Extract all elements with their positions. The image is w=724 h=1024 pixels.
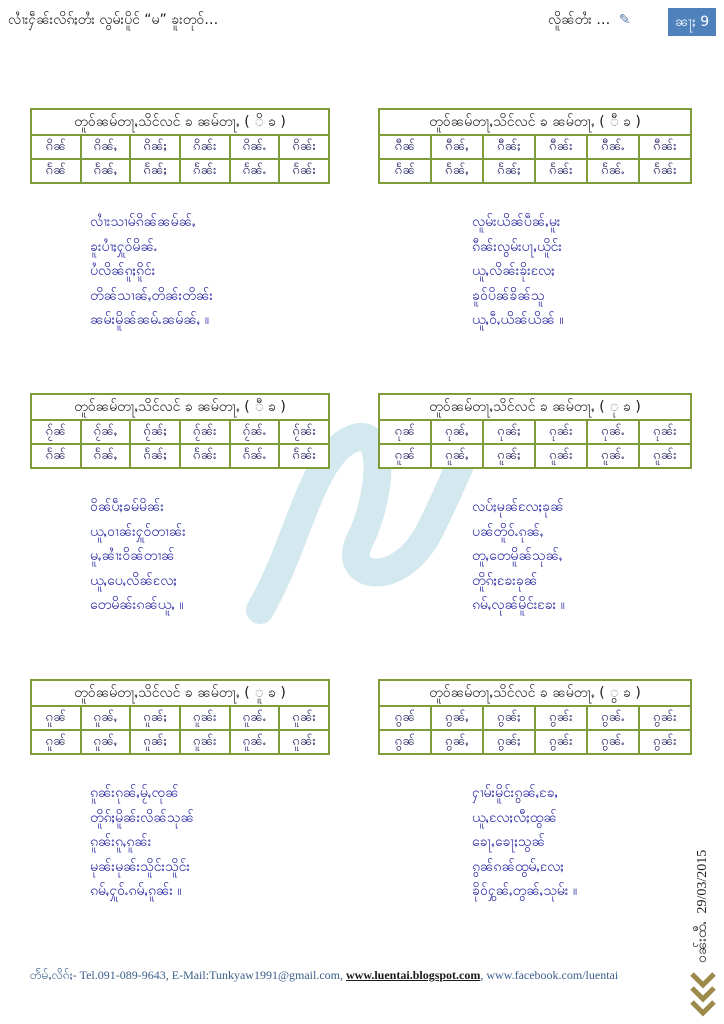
table-cell: ၵုၼ်ႇ bbox=[432, 421, 484, 443]
table-cell: ၵႅၼ်ႉ bbox=[588, 160, 640, 182]
verse-line: ယူႇပေႇလိၼ်လႄႈ bbox=[90, 572, 177, 589]
table-cell: ၵီၼ်ႉ bbox=[588, 136, 640, 158]
table-cell: ၵွၼ်ႉ bbox=[588, 731, 640, 753]
table-cell: ၵူၼ် bbox=[380, 445, 432, 467]
footer-contact: တႅမ်ႇလိၵ်ႈ- Tel.091-089-9643, E-Mail:Tunkyaw1991@gmail.com, bbox=[30, 968, 344, 982]
table-cell: ၵိၼ်း bbox=[181, 136, 231, 158]
verse-line: တူႇတေမိူၼ်သုၼ်ႇ bbox=[472, 548, 563, 564]
table-1 bbox=[30, 108, 330, 184]
verse-line: ဝိၼ်ပဵႈၶမ်မိၼ်း bbox=[90, 499, 164, 515]
table-cell: ၵူၼ်ႈ bbox=[131, 707, 181, 729]
table-3 bbox=[30, 393, 330, 469]
table-row bbox=[380, 445, 690, 467]
table-cell: ၵႅၼ်း bbox=[536, 160, 588, 182]
table-cell: ၵူၼ် bbox=[32, 707, 82, 729]
table-cell: ၵႅၼ်ႉ bbox=[231, 160, 281, 182]
table-cell: ၵွၼ်ႉ bbox=[588, 707, 640, 729]
verse-line: ၼမ်းမိူၼ်ၼမ်ႉၼမ်ၼ်ႇ ။ bbox=[90, 312, 209, 328]
table-cell: ၵူၼ်း bbox=[181, 707, 231, 729]
table-cell: ၵႅၼ်ႈ bbox=[131, 445, 181, 467]
table-cell: ၵူၼ်း bbox=[181, 731, 231, 753]
chevron-down-icon bbox=[688, 970, 718, 1020]
table-cell: ၵီၼ်ႇ bbox=[432, 136, 484, 158]
table-cell: ၵွၼ်ႈ bbox=[484, 731, 536, 753]
verse-line: ၶေႃႇၶေႃႈသွၼ် bbox=[472, 834, 545, 850]
verse-line: ၵွၼ်ၵၼ်ထွမ်ႇလႄႈ bbox=[472, 858, 564, 875]
facebook-link[interactable]: , www.facebook.com/luentai bbox=[480, 968, 619, 982]
table-cell: ၵုၼ် bbox=[380, 421, 432, 443]
table-cell: ၵူၼ်ႉ bbox=[588, 445, 640, 467]
table-cell: ၵူၼ်း bbox=[292, 710, 316, 725]
verse-line: ယူႇလိၼ်းၶိုးလႄႈ bbox=[472, 263, 555, 279]
table-cell: ၵႅၼ်ႈ bbox=[484, 160, 536, 182]
table-row bbox=[32, 136, 328, 160]
table-cell: ၵူၼ်ႇ bbox=[82, 731, 132, 753]
table-cell: ၵႅၼ်ႇ bbox=[432, 160, 484, 182]
table-cell: ၵွၼ်ႇ bbox=[432, 731, 484, 753]
verse-line: တိူၵ်ႈၶႄးၶုၼ် bbox=[472, 572, 538, 589]
side-date-text: 29/03/2015 bbox=[695, 849, 710, 914]
table-cell: ၵုၼ်း bbox=[653, 424, 677, 439]
table-row bbox=[380, 707, 690, 731]
table-cell: ၵႅၼ် bbox=[380, 160, 432, 182]
verse-line: ပႆလိၼ်ၵူႈၵိူင်း bbox=[90, 263, 156, 279]
table-cell: ၵႅၼ်ႇ bbox=[82, 445, 132, 467]
table-cell: ၵႂ်ၼ်ႈ bbox=[131, 421, 181, 443]
table-cell: ၵူၼ်း bbox=[536, 445, 588, 467]
table-cell: ၵႅၼ်း bbox=[292, 163, 316, 178]
table-cell: ၵႅၼ်ႇ bbox=[82, 160, 132, 182]
table-title: တူဝ်ၼမ်တႃႇသိင်လင် ၶ ၼမ်တႃႇ ( ီ ၶ ) bbox=[32, 395, 328, 421]
table-cell: ၵႂ်ၼ်ႇ bbox=[82, 421, 132, 443]
table-cell: ၵႂ်ၼ်း bbox=[292, 424, 316, 439]
table-cell: ၵိၼ်ႇ bbox=[82, 136, 132, 158]
table-2 bbox=[378, 108, 692, 184]
verse-5 bbox=[90, 781, 194, 904]
table-cell: ၵႅၼ်ႉ bbox=[231, 445, 281, 467]
verse-line: လၢႆးသၢမ်ၵိၼ်ၼမ်ၼ်ႇ bbox=[90, 214, 196, 230]
table-cell: ၵူၼ်ႇ bbox=[82, 707, 132, 729]
table-cell: ၵူၼ်ႇ bbox=[432, 445, 484, 467]
table-cell: ၵႅၼ်း bbox=[653, 163, 677, 178]
table-cell: ၵွၼ်း bbox=[536, 707, 588, 729]
table-5 bbox=[30, 679, 330, 755]
svg-text:ဝၼ်းထီႉ 29/03/2015 bbox=[694, 850, 710, 963]
table-row bbox=[32, 731, 328, 753]
verse-line: လပ်ႈမုၼ်လႄႈၶုၼ် bbox=[472, 499, 564, 515]
verse-line: ၵမ်ႇလုၼ်မိူင်းၶႄး ။ bbox=[472, 597, 565, 613]
header-title: လၢႆးႁဵၼ်းလိၵ်ႈတႆး လွမ်းပိူင် “မ” ၶူးတုဝ်… bbox=[8, 12, 219, 28]
table-cell: ၵူၼ်း bbox=[653, 448, 677, 463]
table-cell: ၵူၼ်ႈ bbox=[484, 445, 536, 467]
table-cell: ၵႅၼ် bbox=[32, 445, 82, 467]
table-cell: ၵီၼ်ႈ bbox=[484, 136, 536, 158]
verse-line: ၵီၼ်းလွမ်းပႃႇယိူင်း bbox=[472, 238, 562, 255]
verse-line: မူႇၼၢႆးဝိၼ်တၢၼ် bbox=[90, 548, 175, 564]
verse-line: တိူၵ်ႈမိူၼ်းလိၼ်သုၼ် bbox=[90, 809, 194, 826]
footer bbox=[30, 967, 618, 985]
table-cell: ၵွၼ်း bbox=[653, 734, 677, 749]
verse-line: တိၼ်သၢၼ်ႇတိၼ်းတိၼ်း bbox=[90, 287, 213, 304]
verse-line: ၶူးပၢႆႈႁူဝ်မိၼ်ႉ bbox=[90, 238, 158, 255]
table-cell: ၵူၼ်ႉ bbox=[231, 731, 281, 753]
table-cell: ၵီၼ်း bbox=[653, 139, 677, 154]
header-subtitle-text: လိူၼ်တႆး … bbox=[548, 12, 611, 28]
verse-4 bbox=[472, 495, 565, 618]
table-cell: ၵႂ်ၼ်း bbox=[181, 421, 231, 443]
table-cell: ၵူၼ်ႉ bbox=[231, 707, 281, 729]
table-cell: ၵွၼ်း bbox=[653, 710, 677, 725]
verse-line: ၵူၼ်းၵူႇၵူၼ်း bbox=[90, 834, 152, 850]
table-cell: ၵိၼ်း bbox=[292, 139, 316, 154]
verse-line: ႁၢမ်းမိူင်းၵွၼ်ႇၶႄႇ bbox=[472, 785, 559, 801]
verse-line: ယူႇလႄႈလီႈထွၼ် bbox=[472, 809, 557, 826]
header-subtitle bbox=[548, 10, 630, 31]
table-title: တူဝ်ၼမ်တႃႇသိင်လင် ၶ ၼမ်တႃႇ ( ု ၶ ) bbox=[380, 395, 690, 421]
verse-line: ယူႇဝၢၼ်းႁူဝ်တၢၼ်း bbox=[90, 523, 186, 540]
verse-line: တေမိၼ်းၵၼ်ယူႇ ။ bbox=[90, 597, 184, 613]
table-6 bbox=[378, 679, 692, 755]
table-cell: ၵႂ်ၼ်ႉ bbox=[231, 421, 281, 443]
table-row bbox=[32, 421, 328, 445]
verse-3 bbox=[90, 495, 186, 618]
table-cell: ၵိၼ် bbox=[32, 136, 82, 158]
table-cell: ၵူၼ် bbox=[32, 731, 82, 753]
blog-link[interactable]: www.luentai.blogspot.com bbox=[346, 968, 481, 982]
table-cell: ၵႅၼ်း bbox=[292, 448, 316, 463]
verse-line: ပၼ်တိူဝ်ႉၵုၼ်ႇ bbox=[472, 523, 544, 540]
table-row bbox=[32, 445, 328, 467]
verse-line: ၶူဝ်ပိၼ်ၶိၼ်သူ bbox=[472, 287, 545, 304]
verse-2 bbox=[472, 210, 563, 333]
verse-line: လူမ်းယိၼ်ပဵၼ်ႇမူး bbox=[472, 214, 561, 230]
table-title: တူဝ်ၼမ်တႃႇသိင်လင် ၶ ၼမ်တႃႇ ( ီ ၶ ) bbox=[380, 110, 690, 136]
table-cell: ၵႅၼ်း bbox=[181, 445, 231, 467]
table-cell: ၵွၼ် bbox=[380, 707, 432, 729]
table-cell: ၵိၼ်ႈ bbox=[131, 136, 181, 158]
verse-6 bbox=[472, 781, 577, 904]
table-cell: ၵွၼ်ႇ bbox=[432, 707, 484, 729]
table-row bbox=[32, 707, 328, 731]
table-4 bbox=[378, 393, 692, 469]
table-cell: ၵုၼ်း bbox=[536, 421, 588, 443]
table-cell: ၵႂ်ၼ် bbox=[32, 421, 82, 443]
verse-line: မုၼ်းမုၼ်းသိူင်းသိူင်း bbox=[90, 858, 190, 875]
table-title: တူဝ်ၼမ်တႃႇသိင်လင် ၶ ၼမ်တႃႇ ( ွ ၶ ) bbox=[380, 681, 690, 707]
table-cell: ၵုၼ်ႉ bbox=[588, 421, 640, 443]
table-cell: ၵႅၼ်း bbox=[181, 160, 231, 182]
verse-line: ၶိုဝ်ႁွၼ်ႇတွၼ်ႇသုမ်း ။ bbox=[472, 883, 578, 899]
verse-1 bbox=[90, 210, 213, 333]
side-date bbox=[686, 845, 718, 965]
table-cell: ၵွၼ် bbox=[380, 731, 432, 753]
table-row bbox=[380, 160, 690, 182]
table-row bbox=[380, 731, 690, 753]
page-number-badge: ၼႃႈ 9 bbox=[668, 8, 716, 36]
table-cell: ၵူၼ်ႈ bbox=[131, 731, 181, 753]
table-cell: ၵုၼ်ႈ bbox=[484, 421, 536, 443]
table-cell: ၵွၼ်း bbox=[536, 731, 588, 753]
table-cell: ၵီၼ် bbox=[380, 136, 432, 158]
table-cell: ၵူၼ်း bbox=[292, 734, 316, 749]
table-row bbox=[32, 160, 328, 182]
table-cell: ၵႅၼ် bbox=[32, 160, 82, 182]
table-row bbox=[380, 421, 690, 445]
table-cell: ၵီၼ်း bbox=[536, 136, 588, 158]
table-cell: ၵႅၼ်ႈ bbox=[131, 160, 181, 182]
table-cell: ၵိၼ်ႉ bbox=[231, 136, 281, 158]
pencil-icon: ✎ bbox=[618, 12, 631, 28]
verse-line: ၵမ်ႇႁူဝ်ႉၵမ်ႇၵူၼ်း ။ bbox=[90, 883, 182, 899]
side-name-text: ဝၼ်းထီႉ bbox=[695, 920, 710, 963]
verse-line: ၵူၼ်းၵုၼ်ႇမႂ်ႇၸုၼ် bbox=[90, 785, 179, 801]
table-title: တူဝ်ၼမ်တႃႇသိင်လင် ၶ ၼမ်တႃႇ ( ူ ၶ ) bbox=[32, 681, 328, 707]
table-cell: ၵွၼ်ႈ bbox=[484, 707, 536, 729]
table-title: တူဝ်ၼမ်တႃႇသိင်လင် ၶ ၼမ်တႃႇ ( ိ ၶ ) bbox=[32, 110, 328, 136]
verse-line: ယူႇဝဵႇယိၼ်ယိၼ် ။ bbox=[472, 312, 564, 328]
table-row bbox=[380, 136, 690, 160]
